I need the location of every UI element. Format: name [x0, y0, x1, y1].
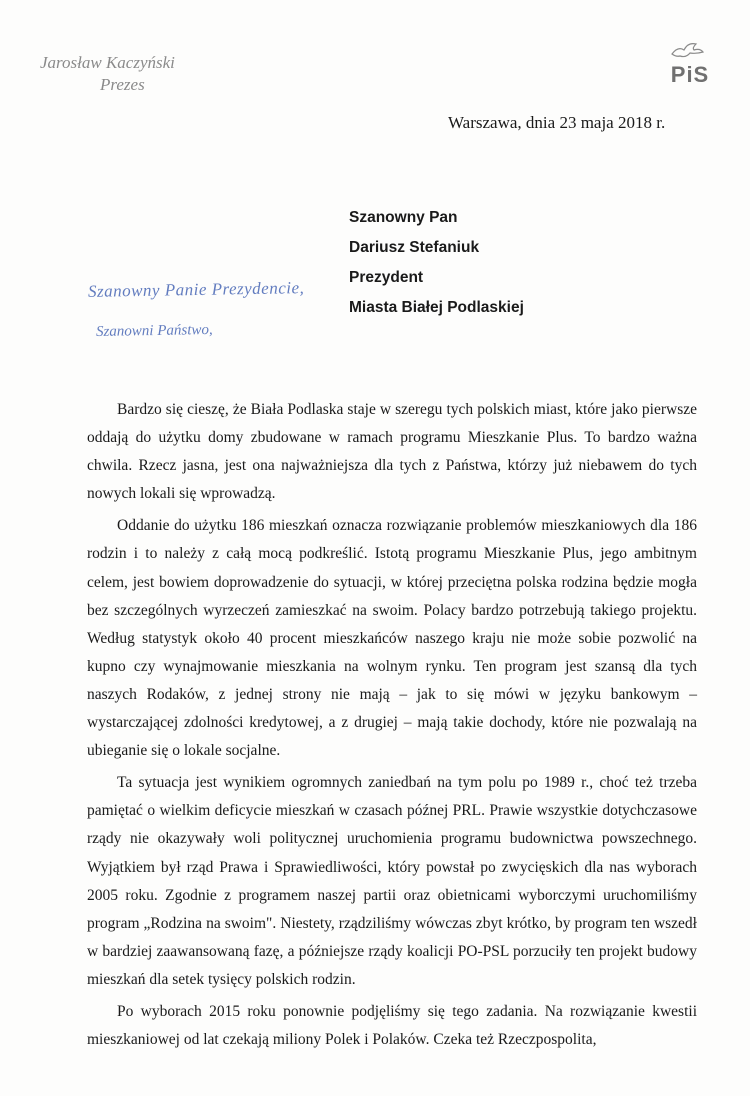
sender-block: [40, 52, 175, 96]
letter-body: [87, 396, 697, 1058]
eagle-icon: [670, 40, 704, 62]
handwritten-greeting: [88, 278, 368, 368]
recipient-title: Prezydent: [349, 269, 424, 286]
body-paragraph-4: Po wyborach 2015 roku ponownie podjęliśmy się tego zadania. Na rozwiązanie kwestii mieszkaniowej od lat czekają miliony Polek i Polaków. Czeka też Rzeczpospolita,: [87, 1002, 697, 1049]
sender-name: Jarosław Kaczyński: [40, 53, 175, 72]
party-logo: [660, 40, 720, 96]
handwritten-line-2: Szanowni Państwo,: [95, 321, 213, 341]
sender-title: Prezes: [100, 75, 145, 94]
body-paragraph-2: Oddanie do użytku 186 mieszkań oznacza rozwiązanie problemów mieszkaniowych dla 186 rodzin i to należy z całą mocą podkreślić. Istotą programu Mieszkanie Plus, jego ambitnym celem, jest bowiem doprowadzenie do sytuacji, w której przeciętna polska rodzina będzie mogła bez szczególnych wyrzeczeń zamieszkać na swoim. Polacy bardzo potrzebują takiego projektu. Według statystyk około 40 procent mieszkańców naszego kraju nie może sobie pozwolić na kupno czy wynajmowanie mieszkania na wolnym rynku. Ten program jest szansą dla tych naszych Rodaków, z jednej strony nie mają – jak to się mówi w języku bankowym – wystarczającej zdolności kredytowej, a z drugiej – mają takie dochody, które nie pozwalają na ubieganie się o lokale socjalne.: [87, 517, 697, 760]
body-paragraph-3: Ta sytuacja jest wynikiem ogromnych zaniedbań na tym polu po 1989 r., choć też trzeba pamiętać o wielkim deficycie mieszkań w czasach późnej PRL. Prawie wszystkie dotychczasowe rządy nie okazywały woli politycznej uruchomienia programu budownictwa powszechnego. Wyjątkiem był rząd Prawa i Sprawiedliwości, który powstał po zwycięskich dla nas wyborach 2005 roku. Zgodnie z programem naszej partii oraz obietnicami wyborczymi uruchomiliśmy program „Rodzina na swoim". Niestety, rządziliśmy wówczas zbyt krótko, by program ten wszedł w bardziej zaawansowaną fazę, a późniejsze rządy koalicji PO-PSL porzuciły ten projekt budowy mieszkań dla setek tysięcy polskich rodzin.: [87, 774, 697, 988]
recipient-block: [349, 203, 524, 323]
recipient-name: Dariusz Stefaniuk: [349, 239, 480, 256]
handwritten-line-1: Szanowny Panie Prezydencie,: [87, 278, 305, 301]
body-paragraph-1: Bardzo się cieszę, że Biała Podlaska staje w szeregu tych polskich miast, które jako pierwsze oddają do użytku domy zbudowane w ramach programu Mieszkanie Plus. To bardzo ważna chwila. Rzecz jasna, jest ona najważniejsza dla tych z Państwa, którzy już niebawem do tych nowych lokali się wprowadzą.: [87, 401, 697, 503]
letter-date: Warszawa, dnia 23 maja 2018 r.: [448, 113, 666, 132]
recipient-salutation: Szanowny Pan: [349, 209, 458, 226]
recipient-city: Miasta Białej Podlaskiej: [349, 299, 524, 316]
logo-text: PiS: [670, 62, 710, 87]
